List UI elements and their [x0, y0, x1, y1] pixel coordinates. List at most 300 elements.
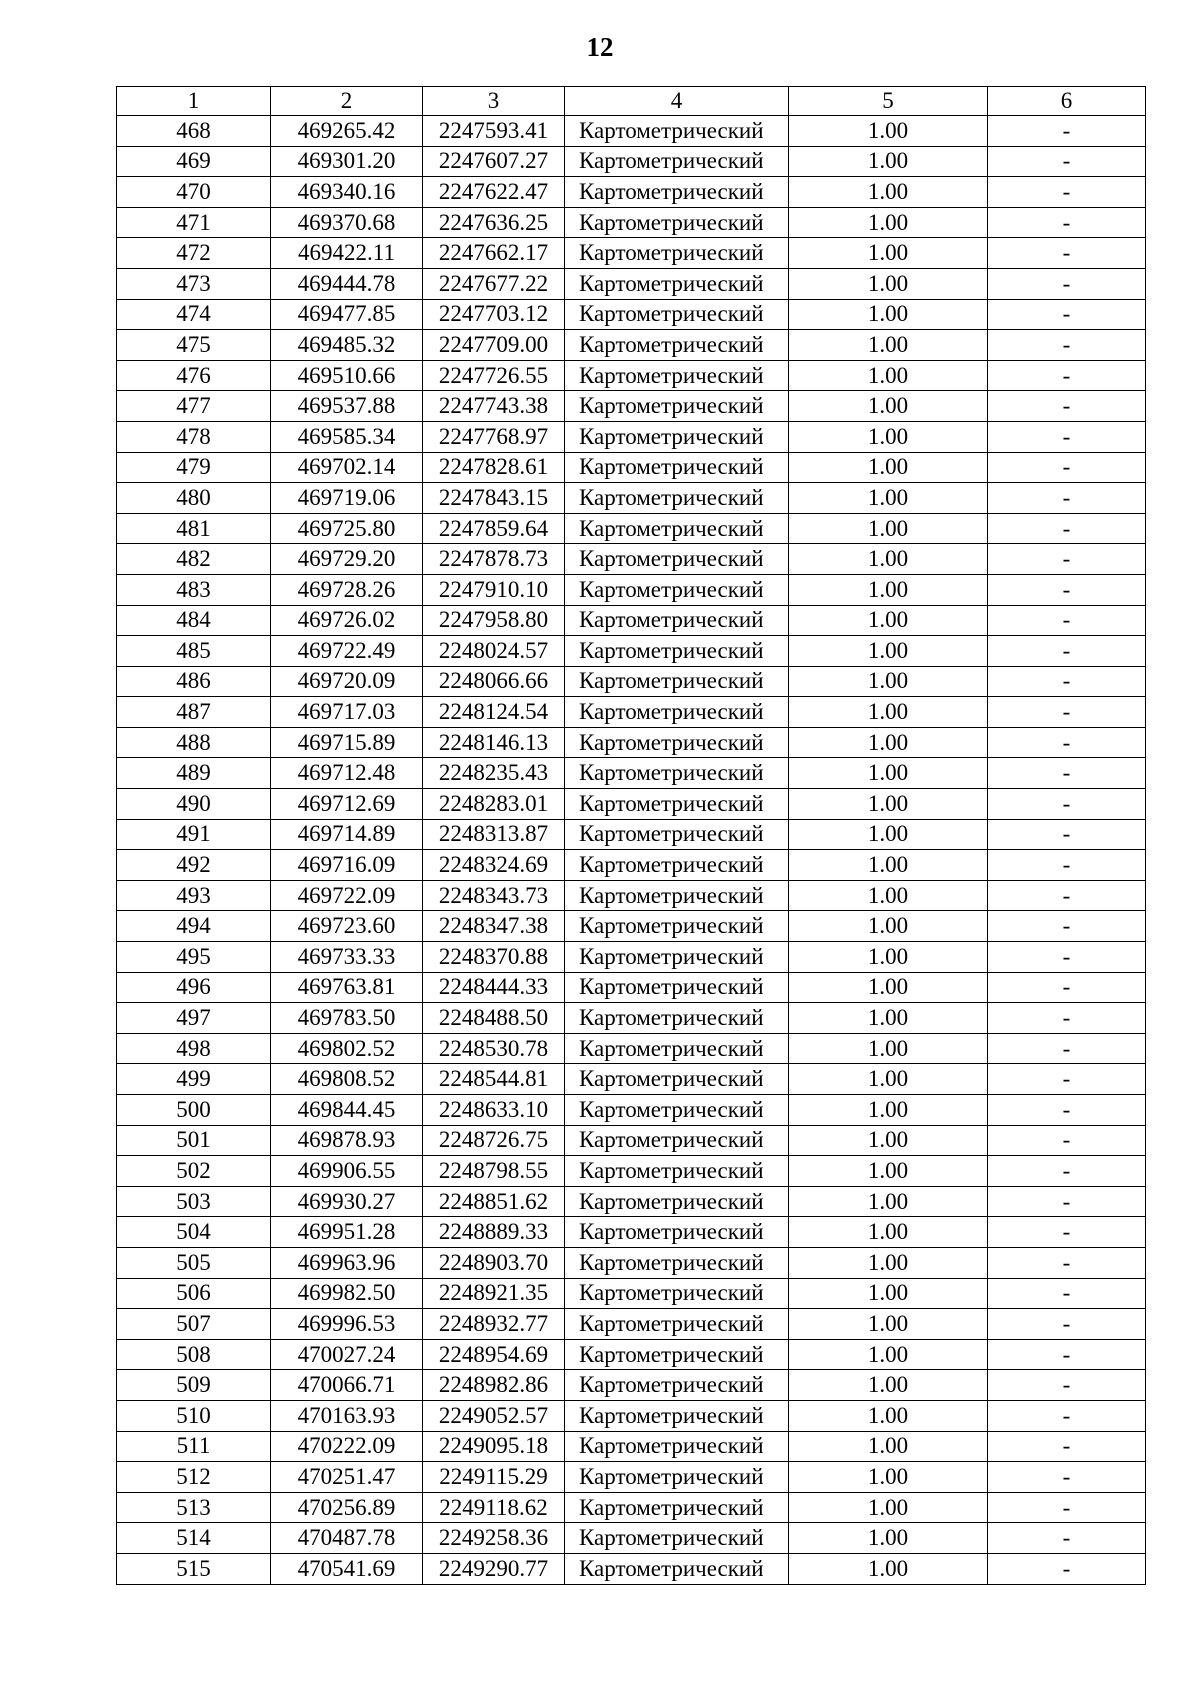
y-coordinate-cell: 2249095.18: [423, 1431, 565, 1462]
description-cell: -: [988, 574, 1146, 605]
point-number-cell: 499: [117, 1064, 271, 1095]
x-coordinate-cell: 469720.09: [271, 666, 423, 697]
x-coordinate-cell: 469444.78: [271, 268, 423, 299]
x-coordinate-cell: 470027.24: [271, 1339, 423, 1370]
method-cell: Картометрический: [565, 697, 789, 728]
y-coordinate-cell: 2248370.88: [423, 942, 565, 973]
y-coordinate-cell: 2249052.57: [423, 1400, 565, 1431]
x-coordinate-cell: 469715.89: [271, 727, 423, 758]
point-number-cell: 500: [117, 1095, 271, 1126]
point-number-cell: 485: [117, 636, 271, 667]
point-number-cell: 472: [117, 238, 271, 269]
point-number-cell: 486: [117, 666, 271, 697]
x-coordinate-cell: 469808.52: [271, 1064, 423, 1095]
description-cell: -: [988, 880, 1146, 911]
table-row: [117, 1217, 1146, 1248]
method-cell: Картометрический: [565, 636, 789, 667]
accuracy-cell: 1.00: [789, 972, 988, 1003]
x-coordinate-cell: 469728.26: [271, 574, 423, 605]
x-coordinate-cell: 469719.06: [271, 483, 423, 514]
method-cell: Картометрический: [565, 819, 789, 850]
accuracy-cell: 1.00: [789, 574, 988, 605]
method-cell: Картометрический: [565, 544, 789, 575]
accuracy-cell: 1.00: [789, 1003, 988, 1034]
table-row: [117, 1523, 1146, 1554]
method-cell: Картометрический: [565, 207, 789, 238]
method-cell: Картометрический: [565, 727, 789, 758]
description-cell: -: [988, 942, 1146, 973]
accuracy-cell: 1.00: [789, 483, 988, 514]
table-row: [117, 1125, 1146, 1156]
table-row: [117, 238, 1146, 269]
method-cell: Картометрический: [565, 574, 789, 605]
description-cell: -: [988, 1033, 1146, 1064]
table-row: [117, 942, 1146, 973]
y-coordinate-cell: 2248889.33: [423, 1217, 565, 1248]
description-cell: -: [988, 1247, 1146, 1278]
x-coordinate-cell: 469726.02: [271, 605, 423, 636]
accuracy-cell: 1.00: [789, 238, 988, 269]
accuracy-cell: 1.00: [789, 666, 988, 697]
description-cell: -: [988, 299, 1146, 330]
accuracy-cell: 1.00: [789, 452, 988, 483]
y-coordinate-cell: 2248488.50: [423, 1003, 565, 1034]
x-coordinate-cell: 469585.34: [271, 421, 423, 452]
description-cell: -: [988, 1125, 1146, 1156]
accuracy-cell: 1.00: [789, 391, 988, 422]
y-coordinate-cell: 2248283.01: [423, 789, 565, 820]
accuracy-cell: 1.00: [789, 697, 988, 728]
accuracy-cell: 1.00: [789, 880, 988, 911]
description-cell: -: [988, 483, 1146, 514]
method-cell: Картометрический: [565, 1462, 789, 1493]
x-coordinate-cell: 469485.32: [271, 330, 423, 361]
method-cell: Картометрический: [565, 177, 789, 208]
accuracy-cell: 1.00: [789, 1523, 988, 1554]
method-cell: Картометрический: [565, 911, 789, 942]
y-coordinate-cell: 2248903.70: [423, 1247, 565, 1278]
table-row: [117, 880, 1146, 911]
table-row: [117, 483, 1146, 514]
table-row: [117, 727, 1146, 758]
table-row: [117, 1431, 1146, 1462]
x-coordinate-cell: 470066.71: [271, 1370, 423, 1401]
y-coordinate-cell: 2247743.38: [423, 391, 565, 422]
method-cell: Картометрический: [565, 299, 789, 330]
table-row: [117, 972, 1146, 1003]
description-cell: -: [988, 1186, 1146, 1217]
point-number-cell: 511: [117, 1431, 271, 1462]
accuracy-cell: 1.00: [789, 1339, 988, 1370]
accuracy-cell: 1.00: [789, 360, 988, 391]
point-number-cell: 469: [117, 146, 271, 177]
description-cell: -: [988, 207, 1146, 238]
y-coordinate-cell: 2247662.17: [423, 238, 565, 269]
accuracy-cell: 1.00: [789, 544, 988, 575]
x-coordinate-cell: 470163.93: [271, 1400, 423, 1431]
method-cell: Картометрический: [565, 483, 789, 514]
accuracy-cell: 1.00: [789, 1095, 988, 1126]
method-cell: Картометрический: [565, 1217, 789, 1248]
description-cell: -: [988, 1156, 1146, 1187]
point-number-cell: 505: [117, 1247, 271, 1278]
description-cell: -: [988, 177, 1146, 208]
y-coordinate-cell: 2247703.12: [423, 299, 565, 330]
table-row: [117, 391, 1146, 422]
point-number-cell: 470: [117, 177, 271, 208]
point-number-cell: 489: [117, 758, 271, 789]
table-row: [117, 666, 1146, 697]
point-number-cell: 492: [117, 850, 271, 881]
method-cell: Картометрический: [565, 1125, 789, 1156]
method-cell: Картометрический: [565, 758, 789, 789]
header-cell: 4: [565, 87, 789, 116]
method-cell: Картометрический: [565, 1431, 789, 1462]
x-coordinate-cell: 469340.16: [271, 177, 423, 208]
table-row: [117, 544, 1146, 575]
description-cell: -: [988, 452, 1146, 483]
x-coordinate-cell: 469725.80: [271, 513, 423, 544]
x-coordinate-cell: 469722.09: [271, 880, 423, 911]
point-number-cell: 509: [117, 1370, 271, 1401]
method-cell: Картометрический: [565, 1033, 789, 1064]
header-cell: 1: [117, 87, 271, 116]
x-coordinate-cell: 469996.53: [271, 1309, 423, 1340]
x-coordinate-cell: 469717.03: [271, 697, 423, 728]
method-cell: Картометрический: [565, 942, 789, 973]
method-cell: Картометрический: [565, 1186, 789, 1217]
coordinates-table: [116, 86, 1146, 1585]
x-coordinate-cell: 469982.50: [271, 1278, 423, 1309]
description-cell: -: [988, 1523, 1146, 1554]
method-cell: Картометрический: [565, 1156, 789, 1187]
point-number-cell: 504: [117, 1217, 271, 1248]
x-coordinate-cell: 470256.89: [271, 1492, 423, 1523]
point-number-cell: 482: [117, 544, 271, 575]
accuracy-cell: 1.00: [789, 727, 988, 758]
table-row: [117, 1370, 1146, 1401]
y-coordinate-cell: 2249118.62: [423, 1492, 565, 1523]
accuracy-cell: 1.00: [789, 299, 988, 330]
accuracy-cell: 1.00: [789, 1462, 988, 1493]
accuracy-cell: 1.00: [789, 819, 988, 850]
table-row: [117, 1462, 1146, 1493]
x-coordinate-cell: 469702.14: [271, 452, 423, 483]
x-coordinate-cell: 469716.09: [271, 850, 423, 881]
method-cell: Картометрический: [565, 1339, 789, 1370]
x-coordinate-cell: 469510.66: [271, 360, 423, 391]
table-row: [117, 1003, 1146, 1034]
accuracy-cell: 1.00: [789, 758, 988, 789]
table-row: [117, 1064, 1146, 1095]
point-number-cell: 483: [117, 574, 271, 605]
table-row: [117, 789, 1146, 820]
table-row: [117, 146, 1146, 177]
y-coordinate-cell: 2248235.43: [423, 758, 565, 789]
accuracy-cell: 1.00: [789, 789, 988, 820]
x-coordinate-cell: 469422.11: [271, 238, 423, 269]
description-cell: -: [988, 1400, 1146, 1431]
point-number-cell: 494: [117, 911, 271, 942]
point-number-cell: 513: [117, 1492, 271, 1523]
table-row: [117, 1553, 1146, 1584]
method-cell: Картометрический: [565, 1278, 789, 1309]
point-number-cell: 479: [117, 452, 271, 483]
description-cell: -: [988, 697, 1146, 728]
x-coordinate-cell: 469714.89: [271, 819, 423, 850]
point-number-cell: 507: [117, 1309, 271, 1340]
description-cell: -: [988, 666, 1146, 697]
y-coordinate-cell: 2247878.73: [423, 544, 565, 575]
x-coordinate-cell: 470222.09: [271, 1431, 423, 1462]
y-coordinate-cell: 2248851.62: [423, 1186, 565, 1217]
y-coordinate-cell: 2247843.15: [423, 483, 565, 514]
accuracy-cell: 1.00: [789, 1125, 988, 1156]
table-row: [117, 1095, 1146, 1126]
x-coordinate-cell: 470251.47: [271, 1462, 423, 1493]
y-coordinate-cell: 2248324.69: [423, 850, 565, 881]
description-cell: -: [988, 605, 1146, 636]
description-cell: -: [988, 850, 1146, 881]
point-number-cell: 502: [117, 1156, 271, 1187]
accuracy-cell: 1.00: [789, 1064, 988, 1095]
description-cell: -: [988, 544, 1146, 575]
method-cell: Картометрический: [565, 360, 789, 391]
point-number-cell: 506: [117, 1278, 271, 1309]
y-coordinate-cell: 2248313.87: [423, 819, 565, 850]
y-coordinate-cell: 2248726.75: [423, 1125, 565, 1156]
table-row: [117, 1309, 1146, 1340]
table-row: [117, 636, 1146, 667]
table-row: [117, 850, 1146, 881]
x-coordinate-cell: 469729.20: [271, 544, 423, 575]
accuracy-cell: 1.00: [789, 1431, 988, 1462]
x-coordinate-cell: 469712.69: [271, 789, 423, 820]
table-row: [117, 574, 1146, 605]
x-coordinate-cell: 469930.27: [271, 1186, 423, 1217]
table-row: [117, 177, 1146, 208]
point-number-cell: 498: [117, 1033, 271, 1064]
description-cell: -: [988, 1278, 1146, 1309]
accuracy-cell: 1.00: [789, 1370, 988, 1401]
table-row: [117, 116, 1146, 147]
table-row: [117, 697, 1146, 728]
point-number-cell: 477: [117, 391, 271, 422]
y-coordinate-cell: 2248444.33: [423, 972, 565, 1003]
x-coordinate-cell: 469722.49: [271, 636, 423, 667]
header-cell: 3: [423, 87, 565, 116]
point-number-cell: 473: [117, 268, 271, 299]
point-number-cell: 484: [117, 605, 271, 636]
table-row: [117, 207, 1146, 238]
description-cell: -: [988, 391, 1146, 422]
accuracy-cell: 1.00: [789, 146, 988, 177]
method-cell: Картометрический: [565, 850, 789, 881]
y-coordinate-cell: 2247726.55: [423, 360, 565, 391]
method-cell: Картометрический: [565, 1400, 789, 1431]
point-number-cell: 480: [117, 483, 271, 514]
point-number-cell: 474: [117, 299, 271, 330]
method-cell: Картометрический: [565, 1247, 789, 1278]
y-coordinate-cell: 2247828.61: [423, 452, 565, 483]
description-cell: -: [988, 972, 1146, 1003]
y-coordinate-cell: 2248146.13: [423, 727, 565, 758]
table-row: [117, 1186, 1146, 1217]
x-coordinate-cell: 469712.48: [271, 758, 423, 789]
y-coordinate-cell: 2247958.80: [423, 605, 565, 636]
description-cell: -: [988, 238, 1146, 269]
description-cell: -: [988, 1217, 1146, 1248]
method-cell: Картометрический: [565, 1553, 789, 1584]
page-number: 12: [586, 32, 614, 62]
y-coordinate-cell: 2247768.97: [423, 421, 565, 452]
method-cell: Картометрический: [565, 116, 789, 147]
accuracy-cell: 1.00: [789, 1400, 988, 1431]
accuracy-cell: 1.00: [789, 513, 988, 544]
point-number-cell: 471: [117, 207, 271, 238]
point-number-cell: 478: [117, 421, 271, 452]
accuracy-cell: 1.00: [789, 116, 988, 147]
y-coordinate-cell: 2247677.22: [423, 268, 565, 299]
x-coordinate-cell: 469906.55: [271, 1156, 423, 1187]
x-coordinate-cell: 469477.85: [271, 299, 423, 330]
x-coordinate-cell: 469370.68: [271, 207, 423, 238]
point-number-cell: 515: [117, 1553, 271, 1584]
point-number-cell: 495: [117, 942, 271, 973]
y-coordinate-cell: 2248024.57: [423, 636, 565, 667]
table-row: [117, 1033, 1146, 1064]
x-coordinate-cell: 469723.60: [271, 911, 423, 942]
y-coordinate-cell: 2248921.35: [423, 1278, 565, 1309]
description-cell: -: [988, 146, 1146, 177]
description-cell: -: [988, 911, 1146, 942]
table-row: [117, 819, 1146, 850]
point-number-cell: 493: [117, 880, 271, 911]
table-row: [117, 1247, 1146, 1278]
method-cell: Картометрический: [565, 789, 789, 820]
description-cell: -: [988, 1003, 1146, 1034]
accuracy-cell: 1.00: [789, 1217, 988, 1248]
table-row: [117, 330, 1146, 361]
accuracy-cell: 1.00: [789, 636, 988, 667]
description-cell: -: [988, 1553, 1146, 1584]
method-cell: Картометрический: [565, 513, 789, 544]
x-coordinate-cell: 469301.20: [271, 146, 423, 177]
table-row: [117, 1339, 1146, 1370]
accuracy-cell: 1.00: [789, 850, 988, 881]
accuracy-cell: 1.00: [789, 421, 988, 452]
description-cell: -: [988, 268, 1146, 299]
method-cell: Картометрический: [565, 1064, 789, 1095]
y-coordinate-cell: 2247607.27: [423, 146, 565, 177]
x-coordinate-cell: 469951.28: [271, 1217, 423, 1248]
point-number-cell: 497: [117, 1003, 271, 1034]
description-cell: -: [988, 819, 1146, 850]
description-cell: -: [988, 1064, 1146, 1095]
description-cell: -: [988, 360, 1146, 391]
description-cell: -: [988, 1492, 1146, 1523]
accuracy-cell: 1.00: [789, 1033, 988, 1064]
accuracy-cell: 1.00: [789, 1492, 988, 1523]
method-cell: Картометрический: [565, 1309, 789, 1340]
table-row: [117, 452, 1146, 483]
table-row: [117, 1156, 1146, 1187]
y-coordinate-cell: 2248798.55: [423, 1156, 565, 1187]
table-row: [117, 911, 1146, 942]
method-cell: Картометрический: [565, 421, 789, 452]
method-cell: Картометрический: [565, 666, 789, 697]
y-coordinate-cell: 2247622.47: [423, 177, 565, 208]
description-cell: -: [988, 1431, 1146, 1462]
header-cell: 5: [789, 87, 988, 116]
y-coordinate-cell: 2248932.77: [423, 1309, 565, 1340]
y-coordinate-cell: 2248343.73: [423, 880, 565, 911]
method-cell: Картометрический: [565, 238, 789, 269]
y-coordinate-cell: 2247859.64: [423, 513, 565, 544]
description-cell: -: [988, 330, 1146, 361]
table-row: [117, 605, 1146, 636]
accuracy-cell: 1.00: [789, 268, 988, 299]
point-number-cell: 468: [117, 116, 271, 147]
point-number-cell: 475: [117, 330, 271, 361]
y-coordinate-cell: 2247910.10: [423, 574, 565, 605]
point-number-cell: 508: [117, 1339, 271, 1370]
point-number-cell: 487: [117, 697, 271, 728]
y-coordinate-cell: 2248633.10: [423, 1095, 565, 1126]
x-coordinate-cell: 469537.88: [271, 391, 423, 422]
description-cell: -: [988, 1095, 1146, 1126]
method-cell: Картометрический: [565, 1370, 789, 1401]
y-coordinate-cell: 2248347.38: [423, 911, 565, 942]
y-coordinate-cell: 2248954.69: [423, 1339, 565, 1370]
method-cell: Картометрический: [565, 972, 789, 1003]
point-number-cell: 510: [117, 1400, 271, 1431]
table-row: [117, 1492, 1146, 1523]
table-row: [117, 421, 1146, 452]
x-coordinate-cell: 470541.69: [271, 1553, 423, 1584]
x-coordinate-cell: 469844.45: [271, 1095, 423, 1126]
header-cell: 6: [988, 87, 1146, 116]
accuracy-cell: 1.00: [789, 177, 988, 208]
point-number-cell: 476: [117, 360, 271, 391]
method-cell: Картометрический: [565, 1523, 789, 1554]
description-cell: -: [988, 1339, 1146, 1370]
description-cell: -: [988, 636, 1146, 667]
accuracy-cell: 1.00: [789, 911, 988, 942]
y-coordinate-cell: 2248530.78: [423, 1033, 565, 1064]
method-cell: Картометрический: [565, 1492, 789, 1523]
table-row: [117, 758, 1146, 789]
table-row: [117, 360, 1146, 391]
description-cell: -: [988, 758, 1146, 789]
method-cell: Картометрический: [565, 146, 789, 177]
description-cell: -: [988, 789, 1146, 820]
point-number-cell: 491: [117, 819, 271, 850]
y-coordinate-cell: 2248066.66: [423, 666, 565, 697]
point-number-cell: 514: [117, 1523, 271, 1554]
accuracy-cell: 1.00: [789, 1156, 988, 1187]
header-cell: 2: [271, 87, 423, 116]
accuracy-cell: 1.00: [789, 330, 988, 361]
x-coordinate-cell: 469878.93: [271, 1125, 423, 1156]
accuracy-cell: 1.00: [789, 942, 988, 973]
method-cell: Картометрический: [565, 452, 789, 483]
description-cell: -: [988, 1309, 1146, 1340]
x-coordinate-cell: 469963.96: [271, 1247, 423, 1278]
y-coordinate-cell: 2247709.00: [423, 330, 565, 361]
table-header-row: [117, 87, 1146, 116]
x-coordinate-cell: 469783.50: [271, 1003, 423, 1034]
